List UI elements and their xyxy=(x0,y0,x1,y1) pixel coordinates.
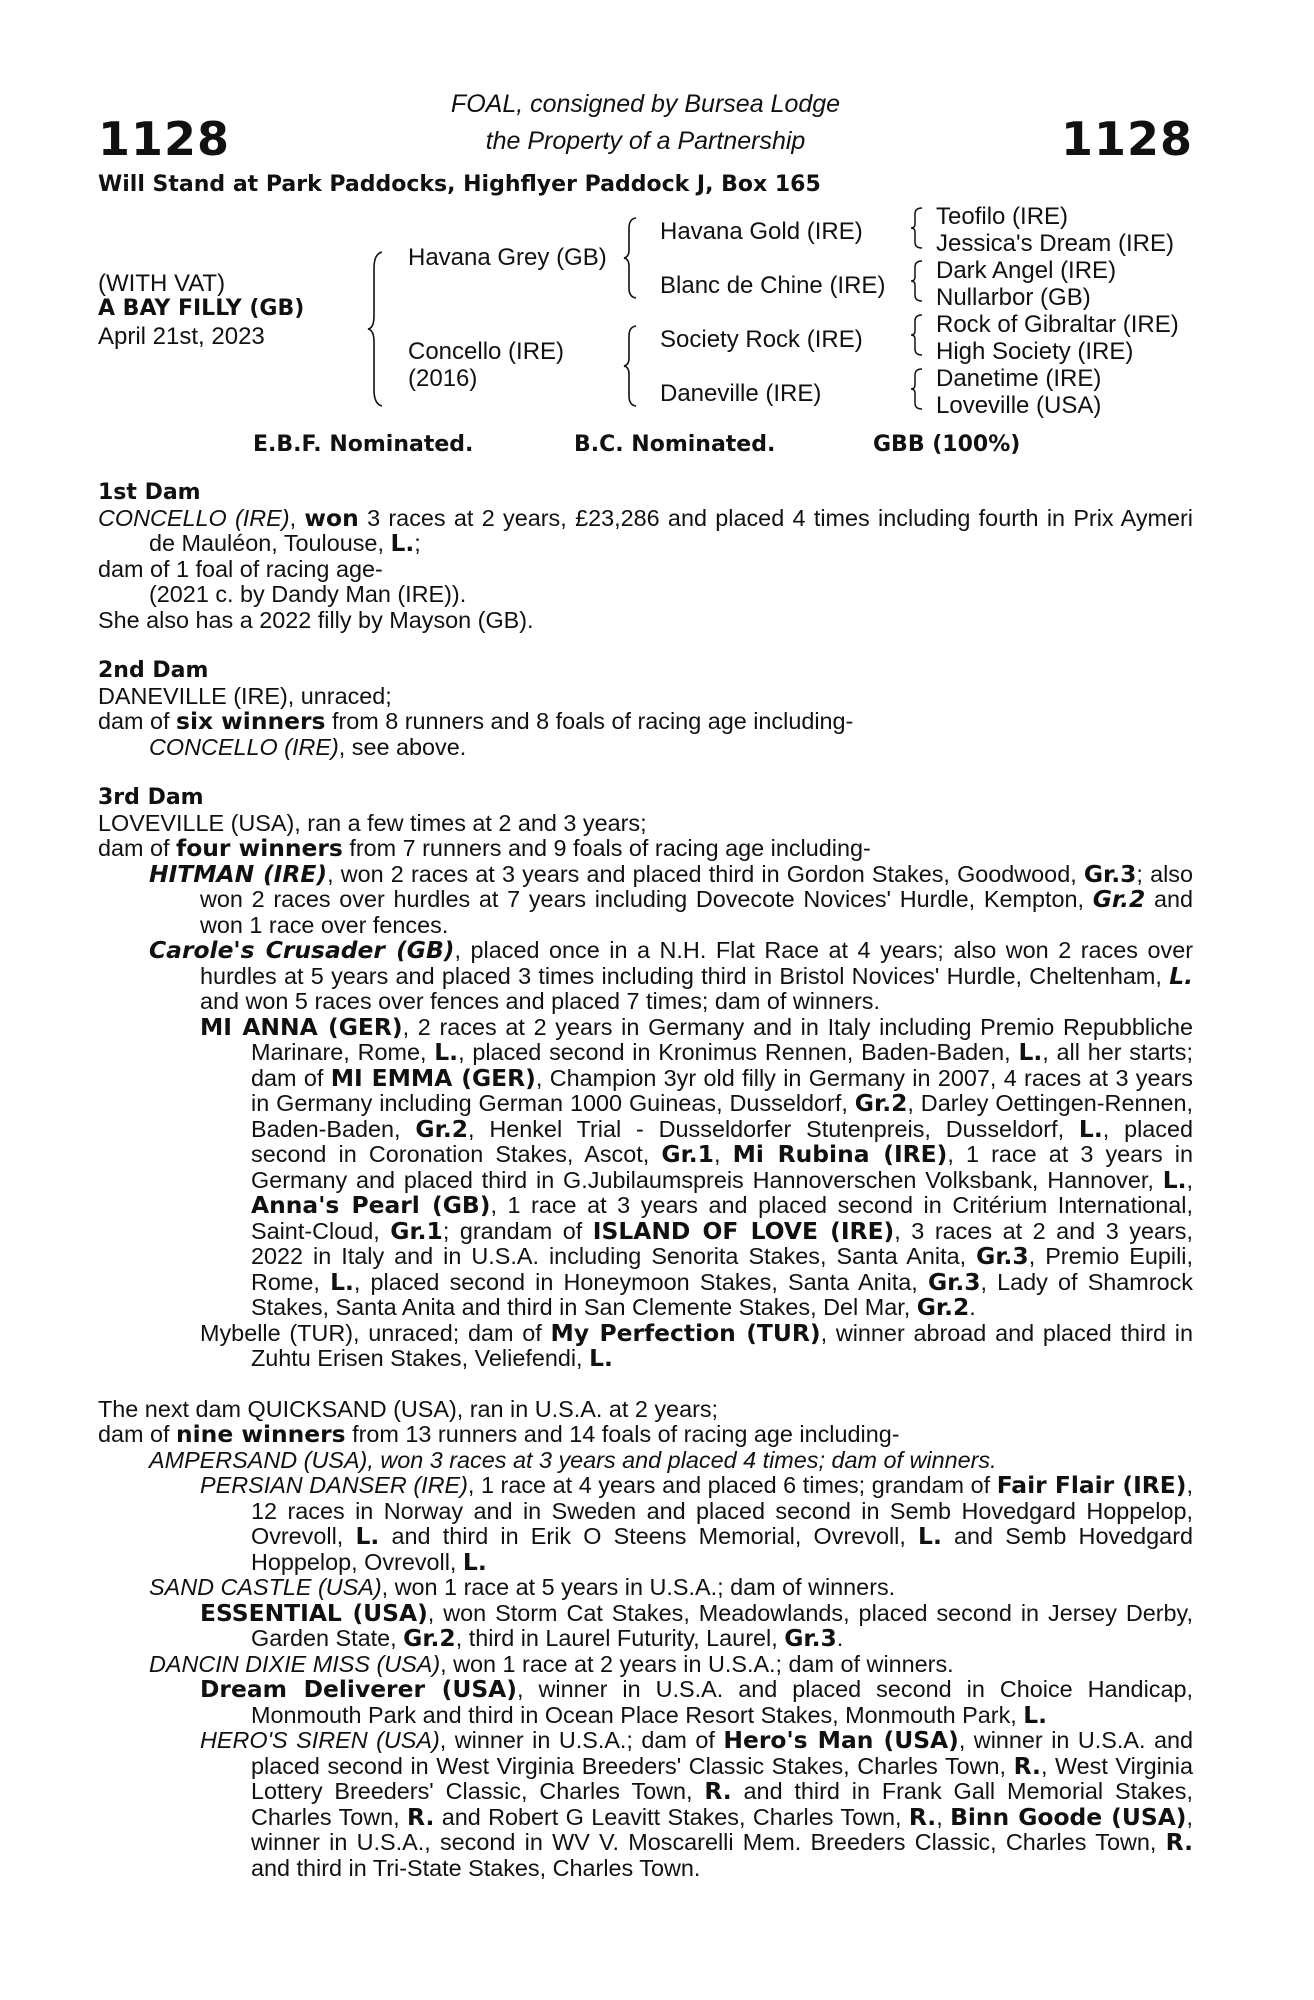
consignment-info xyxy=(98,86,1193,160)
brace-g3-3 xyxy=(910,313,924,357)
offspring-mybelle: Mybelle (TUR), unraced; dam of My Perfection (TUR), winner abroad and placed third in Zuhtu Erisen Stakes, Veliefendi, L. xyxy=(200,1318,1193,1372)
dam2-produce: dam of six winners from 8 runners and 8 foals of racing age including- xyxy=(98,707,854,735)
dam3-produce: dam of four winners from 7 runners and 9 foals of racing age including- xyxy=(98,834,871,862)
offspring-mi-anna: MI ANNA (GER), 2 races at 2 years in Germany and in Italy including Premio Repubbliche Marinare, Rome, L., placed second in Kronimus Rennen, Baden-Baden, L., all her starts; dam of MI EMMA (GER), Champion 3yr old filly in Germany in 2007, 4 races at 3 years in Germany including German 1000 Guineas, Dusseldorf, Gr.2, Darley Oettingen-Rennen, Baden-Baden, Gr.2, Henkel Trial - Dusseldorfer Stutenpreis, Dusseldorf, L., placed second in Coronation Stakes, Ascot, Gr.1, Mi Rubina (IRE), 1 race at 3 years in Germany and placed third in G.Jubilaumspreis Hannoverschen Volksbank, Hannover, L., Anna's Pearl (GB), 1 race at 3 years and placed second in Critérium International, Saint-Cloud, Gr.1; grandam of ISLAND OF LOVE (IRE), 3 races at 2 and 3 years, 2022 in Italy and in U.S.A. including Senorita Stakes, Santa Anita, Gr.3, Premio Eupili, Rome, L., placed second in Honeymoon Stakes, Santa Anita, Gr.3, Lady of Shamrock Stakes, Santa Anita and third in San Clemente Stakes, Del Mar, Gr.2. xyxy=(200,1012,1194,1321)
lot-number-right: 1128 xyxy=(1060,112,1193,166)
offspring-carole: Carole's Crusader (GB), placed once in a N.H. Flat Race at 4 years; also won 2 races over hurdles at 5 years and placed 3 times including third in Bristol Novices' Hurdle, Cheltenham, L. and won 5 races over fences and placed 7 times; dam of winners. xyxy=(149,936,1193,1014)
offspring-sand-castle: SAND CASTLE (USA), won 1 race at 5 years in U.S.A.; dam of winners. xyxy=(149,1574,896,1600)
stand-location: Will Stand at Park Paddocks, Highflyer Paddock J, Box 165 xyxy=(98,172,821,197)
consign-line-2: the Property of a Partnership xyxy=(485,127,806,155)
dam3-record: LOVEVILLE (USA), ran a few times at 2 and 3 years; xyxy=(98,809,647,836)
dam3-heading: 3rd Dam xyxy=(98,785,204,810)
dam-dam: Daneville (IRE) xyxy=(660,380,822,407)
ancestor-6: High Society (IRE) xyxy=(936,338,1134,365)
dam1-note: She also has a 2022 filly by Mayson (GB). xyxy=(98,606,534,633)
dam-brace xyxy=(623,324,639,408)
dam-year: (2016) xyxy=(408,365,478,392)
brace-g3-2 xyxy=(910,259,924,303)
dam1-produce: dam of 1 foal of racing age- xyxy=(98,555,383,582)
horse-name: A BAY FILLY (GB) xyxy=(98,296,305,321)
offspring-persian-danser: PERSIAN DANSER (IRE), 1 race at 4 years and placed 6 times; grandam of Fair Flair (IRE), 12 races in Norway and in Sweden and placed second in Semb Hovedgard Hoppelop, Ovrevoll, L. and third in Erik O Steens Memorial, Ovrevoll, L. and Semb Hovedgard Hoppelop, Ovrevoll, L. xyxy=(200,1471,1193,1576)
lot-number-left: 1128 xyxy=(98,112,231,166)
dam2-offspring: CONCELLO (IRE), see above. xyxy=(149,733,467,760)
ancestor-8: Loveville (USA) xyxy=(936,392,1102,419)
dam2-record: DANEVILLE (IRE), unraced; xyxy=(98,682,392,709)
offspring-heros-siren: HERO'S SIREN (USA), winner in U.S.A.; dam of Hero's Man (USA), winner in U.S.A. and placed second in West Virginia Breeders' Classic Stakes, Charles Town, R., West Virginia Lottery Breeders' Classic, Charles Town, R. and third in Frank Gall Memorial Stakes, Charles Town, R. and Robert G Leavitt Stakes, Charles Town, R., Binn Goode (USA), winner in U.S.A., second in WV V. Moscarelli Mem. Breeders Classic, Charles Town, R. and third in Tri-State Stakes, Charles Town. xyxy=(200,1726,1194,1881)
next-dam-produce: dam of nine winners from 13 runners and 14 foals of racing age including- xyxy=(98,1420,900,1448)
sire-dam-brace xyxy=(366,250,386,408)
brace-g3-4 xyxy=(910,367,924,411)
dam1-heading: 1st Dam xyxy=(98,480,201,505)
consign-line-1: FOAL, consigned by Bursea Lodge xyxy=(450,90,841,118)
ancestor-7: Danetime (IRE) xyxy=(936,365,1102,392)
ebf-nomination: E.B.F. Nominated. xyxy=(253,432,474,457)
offspring-dancin-dixie-miss: DANCIN DIXIE MISS (USA), won 1 race at 2 years in U.S.A.; dam of winners. xyxy=(149,1650,954,1677)
offspring-ampersand: AMPERSAND (USA), won 3 races at 3 years and placed 4 times; dam of winners. xyxy=(149,1446,997,1473)
vat-label: (WITH VAT) xyxy=(98,270,226,297)
dam-sire: Society Rock (IRE) xyxy=(660,326,863,353)
next-dam-record: The next dam QUICKSAND (USA), ran in U.S.A. at 2 years; xyxy=(98,1395,719,1422)
sire-name: Havana Grey (GB) xyxy=(408,244,607,271)
sire-brace xyxy=(623,216,639,300)
ancestor-1: Teofilo (IRE) xyxy=(936,203,1069,230)
ancestor-4: Nullarbor (GB) xyxy=(936,284,1091,311)
ancestor-5: Rock of Gibraltar (IRE) xyxy=(936,311,1179,338)
brace-g3-1 xyxy=(910,206,924,250)
offspring-essential: ESSENTIAL (USA), won Storm Cat Stakes, Meadowlands, placed second in Jersey Derby, Garden State, Gr.2, third in Laurel Futurity, Laurel, Gr.3. xyxy=(200,1598,1194,1652)
ancestor-3: Dark Angel (IRE) xyxy=(936,257,1117,284)
dam-name: Concello (IRE) xyxy=(408,338,565,365)
horse-dob: April 21st, 2023 xyxy=(98,323,265,350)
ancestor-2: Jessica's Dream (IRE) xyxy=(936,230,1174,257)
pedigree-notes xyxy=(98,480,1193,1881)
sire-dam: Blanc de Chine (IRE) xyxy=(660,272,886,299)
offspring-dream-deliverer: Dream Deliverer (USA), winner in U.S.A. and placed second in Choice Handicap, Monmouth Park and third in Ocean Place Resort Stakes, Monmouth Park, L. xyxy=(200,1675,1193,1729)
dam1-foal: (2021 c. by Dandy Man (IRE)). xyxy=(149,581,467,607)
offspring-hitman: HITMAN (IRE), won 2 races at 3 years and placed third in Gordon Stakes, Goodwood, Gr.3; also won 2 races over hurdles at 7 years including Dovecote Novices' Hurdle, Kempton, Gr.2 and won 1 race over fences. xyxy=(149,859,1193,938)
gbb-label: GBB (100%) xyxy=(873,432,1021,457)
bc-nomination: B.C. Nominated. xyxy=(574,432,776,457)
sire-sire: Havana Gold (IRE) xyxy=(660,218,863,245)
dam1-record: CONCELLO (IRE), won 3 races at 2 years, £23,286 and placed 4 times including fourth in Prix Aymeri de Mauléon, Toulouse, L.; xyxy=(98,503,1193,557)
dam2-heading: 2nd Dam xyxy=(98,658,209,683)
